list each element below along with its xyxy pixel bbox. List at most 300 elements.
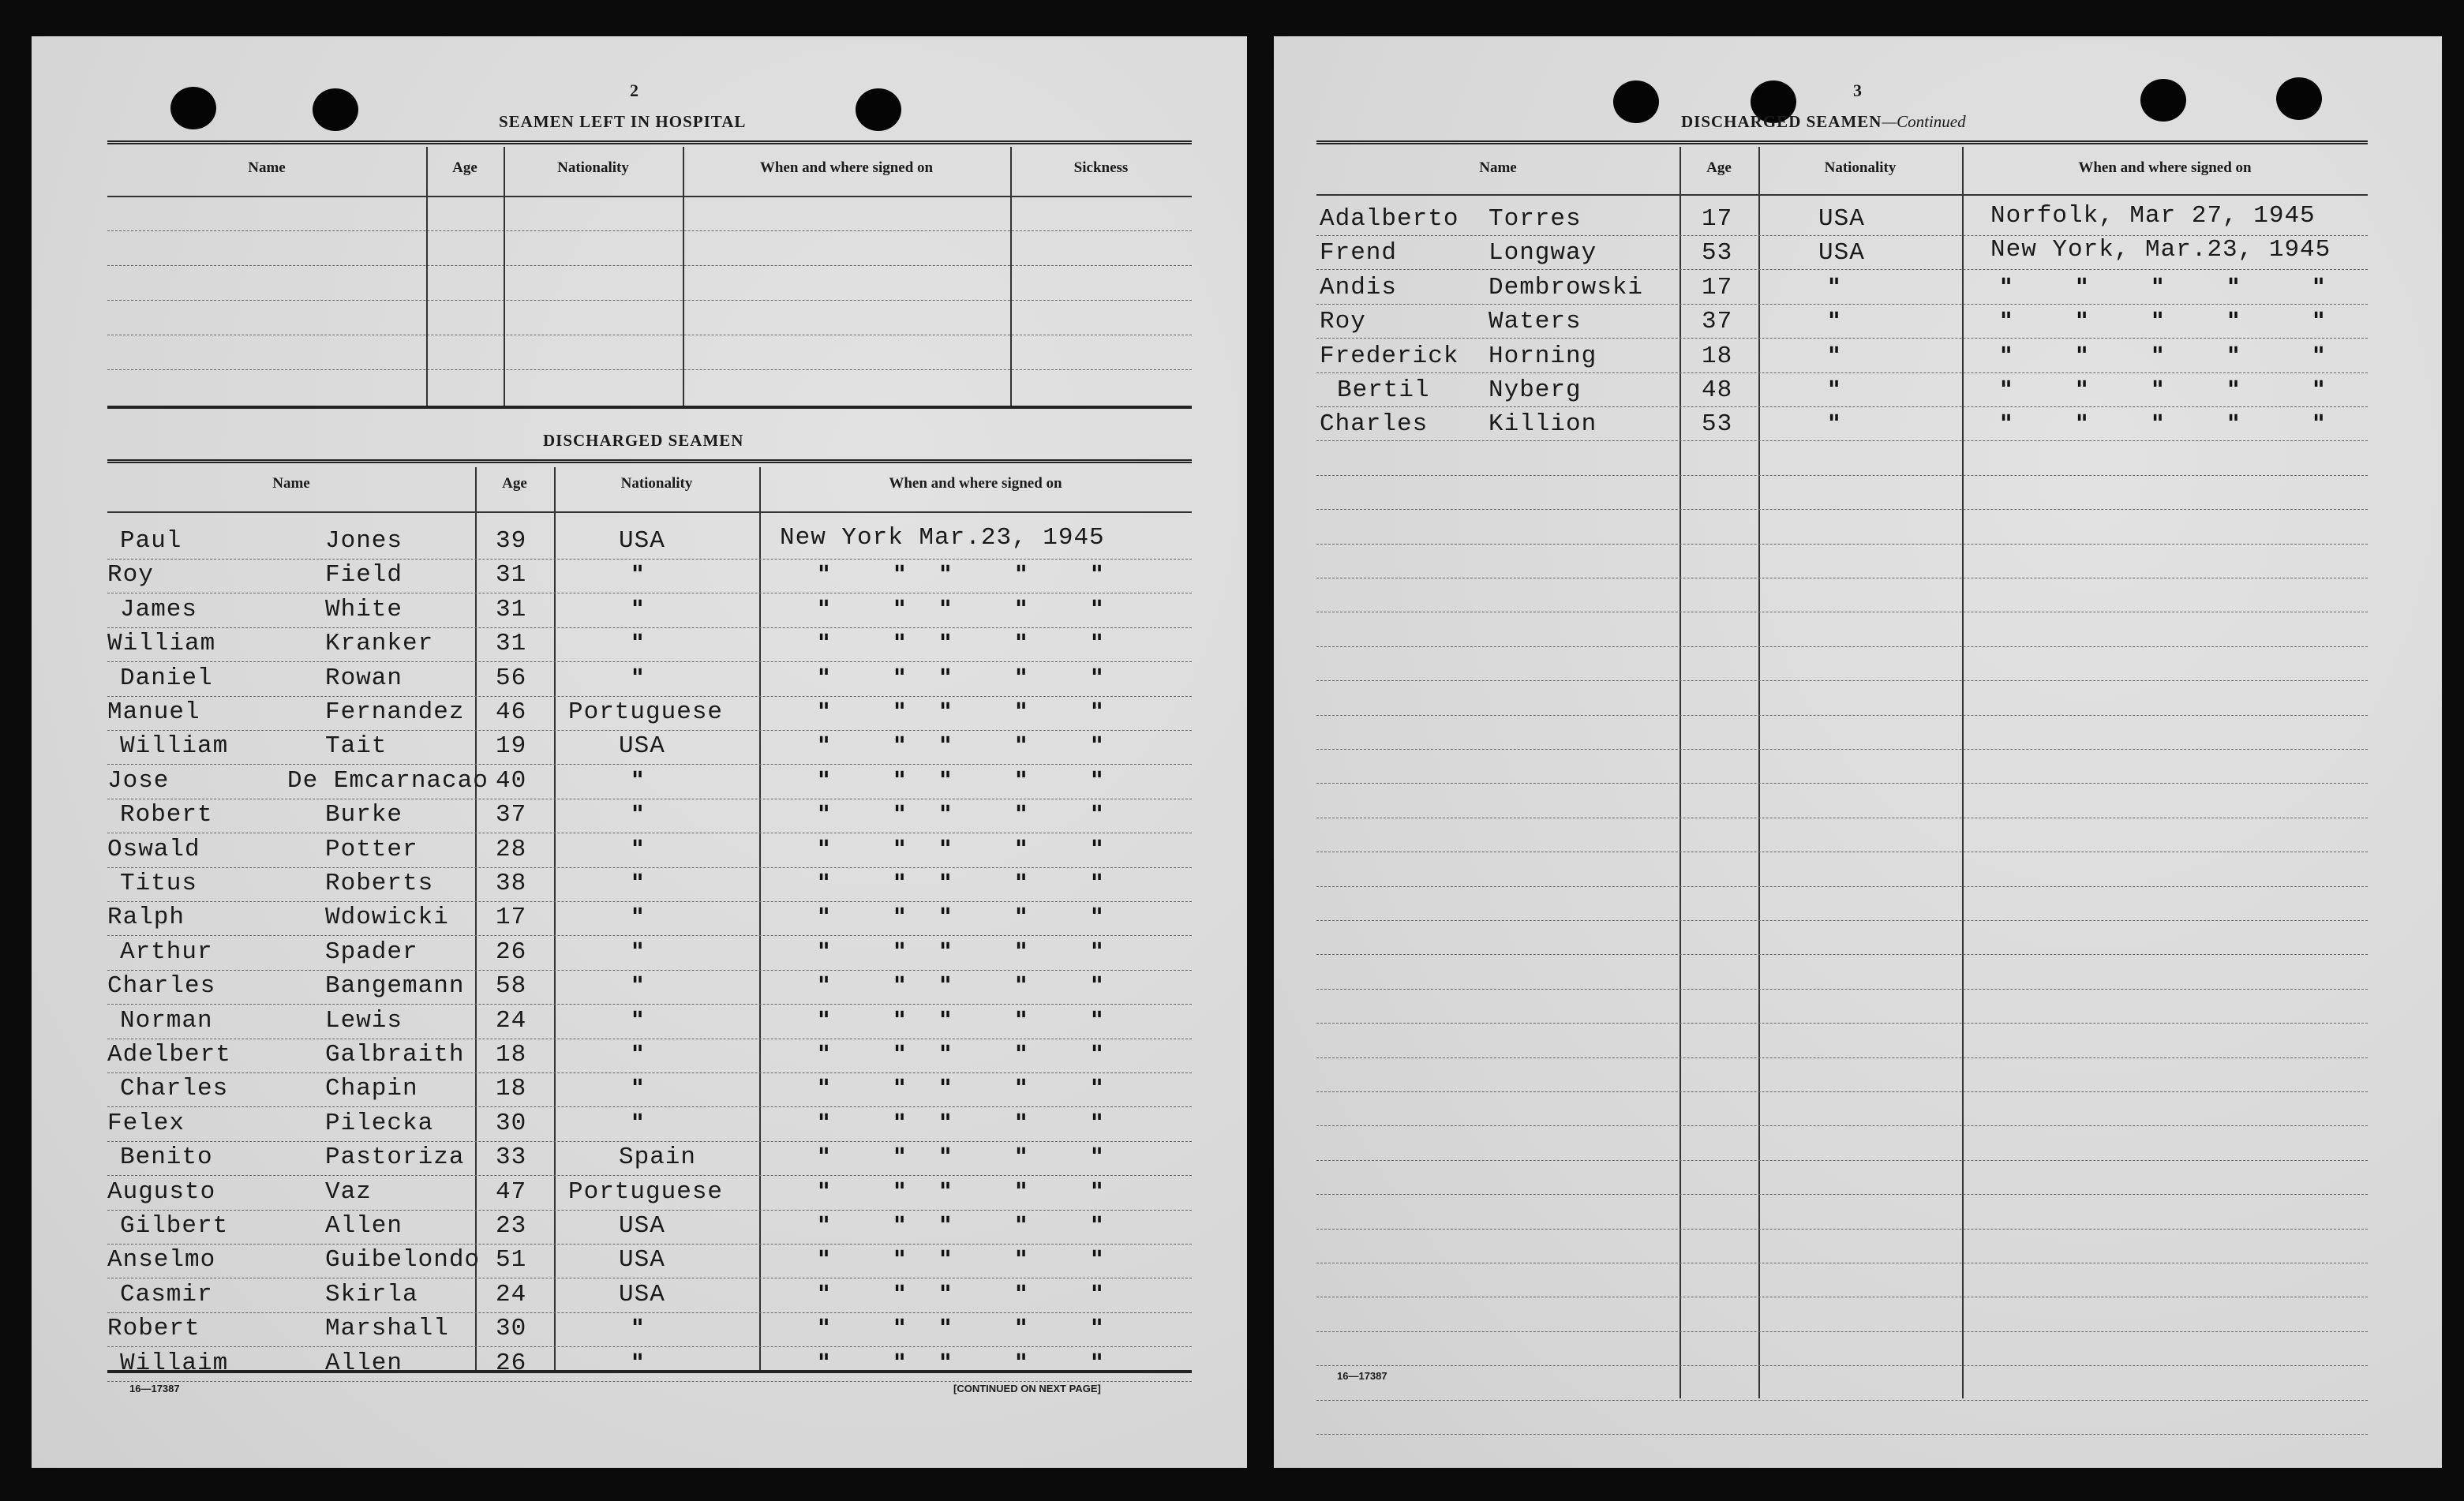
signed-on-ditto: ": [1091, 1178, 1103, 1206]
left-page: [32, 36, 1247, 1468]
discharged-continued-title: [1681, 112, 1966, 132]
signed-on-ditto: ": [1091, 1041, 1103, 1069]
signed-on-ditto: ": [939, 1110, 952, 1137]
signed-on-ditto: ": [939, 836, 952, 863]
seaman-last-name: Rowan: [325, 664, 403, 692]
signed-on-ditto: ": [1015, 870, 1028, 897]
signed-on-ditto: ": [893, 698, 906, 726]
seaman-last-name: Longway: [1489, 239, 1597, 267]
signed-on-ditto: ": [2312, 410, 2325, 438]
table-row-line: [1316, 886, 2368, 887]
seaman-age: 53: [1702, 239, 1733, 267]
table-row-line: [1316, 1091, 2368, 1092]
table-row-line: [1316, 1125, 2368, 1126]
signed-on-ditto: ": [2151, 342, 2164, 370]
table-row-line: [1316, 680, 2368, 681]
table-top-rule: [107, 140, 1192, 146]
seaman-nationality: ": [631, 767, 644, 795]
signed-on-ditto: ": [893, 561, 906, 589]
seaman-first-name: Charles: [107, 972, 216, 1000]
seaman-nationality: ": [631, 596, 644, 623]
seaman-last-name: Potter: [325, 836, 418, 863]
seaman-last-name: Bangemann: [325, 972, 465, 1000]
header-name: Name: [272, 475, 310, 492]
signed-on-ditto: ": [2000, 342, 2013, 370]
seaman-age: 31: [496, 630, 527, 657]
signed-on-ditto: ": [1091, 664, 1103, 692]
signed-on-ditto: ": [1091, 1075, 1103, 1102]
signed-on-ditto: ": [2227, 274, 2240, 301]
signed-on-ditto: ": [1091, 596, 1103, 623]
discharged-section-title: DISCHARGED SEAMEN: [543, 431, 744, 450]
signed-on-ditto: ": [2227, 308, 2240, 335]
signed-on-ditto: ": [1091, 1281, 1103, 1308]
signed-on-ditto: ": [893, 664, 906, 692]
signed-on-ditto: ": [1015, 1110, 1028, 1137]
signed-on-ditto: ": [1091, 1349, 1103, 1377]
seaman-age: 40: [496, 767, 527, 795]
signed-on-ditto: ": [893, 596, 906, 623]
seaman-last-name: Wdowicki: [325, 904, 449, 931]
signed-on-ditto: ": [1015, 801, 1028, 829]
seaman-last-name: Kranker: [325, 630, 434, 657]
signed-on-ditto: ": [1015, 767, 1028, 795]
signed-on-ditto: ": [893, 870, 906, 897]
table-row-line: [107, 627, 1192, 628]
signed-on-ditto: ": [893, 630, 906, 657]
seaman-last-name: Roberts: [325, 870, 434, 897]
table-top-rule: [1316, 140, 2368, 146]
signed-on-ditto: ": [2076, 308, 2088, 335]
seaman-age: 24: [496, 1281, 527, 1308]
seaman-age: 30: [496, 1110, 527, 1137]
header-sickness: Sickness: [1073, 159, 1129, 176]
header-age: Age: [452, 159, 477, 176]
seaman-signed-on: Norfolk, Mar 27, 1945: [1990, 202, 2316, 230]
seaman-nationality: ": [631, 664, 644, 692]
signed-on-ditto: ": [2151, 308, 2164, 335]
table-row-line: [107, 935, 1192, 936]
signed-on-ditto: ": [939, 904, 952, 931]
signed-on-ditto: ": [893, 1041, 906, 1069]
seaman-age: 17: [1702, 205, 1733, 233]
signed-on-ditto: ": [939, 870, 952, 897]
signed-on-ditto: ": [2227, 376, 2240, 404]
signed-on-ditto: ": [1015, 1178, 1028, 1206]
signed-on-ditto: ": [1091, 767, 1103, 795]
signed-on-ditto: ": [2151, 274, 2164, 301]
seaman-age: 18: [496, 1041, 527, 1069]
seaman-first-name: Frend: [1320, 239, 1398, 267]
signed-on-ditto: ": [1015, 938, 1028, 966]
column-divider: [1679, 147, 1681, 1398]
seaman-first-name: Robert: [120, 801, 213, 829]
table-row-line: [1316, 1331, 2368, 1332]
signed-on-ditto: ": [893, 1212, 906, 1240]
form-number: 16—17387: [1337, 1370, 1387, 1382]
table-row-line: [1316, 440, 2368, 441]
signed-on-ditto: ": [818, 1110, 830, 1137]
signed-on-ditto: ": [818, 561, 830, 589]
seaman-nationality: ": [631, 904, 644, 931]
seaman-nationality: USA: [1818, 205, 1865, 233]
column-divider: [554, 467, 556, 1370]
signed-on-ditto: ": [1091, 732, 1103, 760]
table-row-line: [1316, 715, 2368, 716]
seaman-age: 48: [1702, 376, 1733, 404]
signed-on-ditto: ": [1015, 904, 1028, 931]
seaman-last-name: Jones: [325, 527, 403, 555]
seaman-nationality: ": [631, 870, 644, 897]
seaman-first-name: Andis: [1320, 274, 1398, 301]
right-page: [1274, 36, 2442, 1468]
seaman-age: 51: [496, 1246, 527, 1274]
table-row-line: [1316, 406, 2368, 407]
seaman-last-name: Pilecka: [325, 1110, 434, 1137]
seaman-last-name: Nyberg: [1489, 376, 1582, 404]
table-row-line: [1316, 338, 2368, 339]
seaman-age: 56: [496, 664, 527, 692]
signed-on-ditto: ": [939, 1041, 952, 1069]
seaman-first-name: Adalberto: [1320, 205, 1459, 233]
seaman-last-name: White: [325, 596, 403, 623]
seaman-first-name: Casmir: [120, 1281, 213, 1308]
table-bottom-rule: [107, 406, 1192, 409]
table-header-rule: [107, 511, 1192, 513]
signed-on-ditto: ": [893, 1007, 906, 1035]
seaman-age: 39: [496, 527, 527, 555]
seaman-first-name: Titus: [120, 870, 198, 897]
column-divider: [759, 467, 761, 1370]
signed-on-ditto: ": [939, 698, 952, 726]
signed-on-ditto: ": [1091, 1315, 1103, 1342]
signed-on-ditto: ": [1015, 664, 1028, 692]
form-number: 16—17387: [129, 1383, 180, 1394]
header-signed-on: When and where signed on: [759, 159, 934, 176]
signed-on-ditto: ": [939, 1315, 952, 1342]
header-name: Name: [248, 159, 286, 176]
seaman-age: 46: [496, 698, 527, 726]
signed-on-ditto: ": [893, 1178, 906, 1206]
table-row-line: [107, 300, 1192, 301]
column-divider: [1010, 147, 1012, 406]
seaman-age: 47: [496, 1178, 527, 1206]
seaman-nationality: ": [631, 630, 644, 657]
signed-on-ditto: ": [1091, 630, 1103, 657]
seaman-nationality: ": [1828, 342, 1841, 370]
seaman-last-name: Lewis: [325, 1007, 403, 1035]
signed-on-ditto: ": [939, 596, 952, 623]
seaman-age: 37: [1702, 308, 1733, 335]
seaman-first-name: Arthur: [120, 938, 213, 966]
seaman-nationality: Portuguese: [568, 1178, 724, 1206]
seaman-nationality: ": [631, 1110, 644, 1137]
header-nationality: Nationality: [620, 475, 693, 492]
signed-on-ditto: ": [893, 767, 906, 795]
seaman-first-name: Paul: [120, 527, 182, 555]
seaman-first-name: Augusto: [107, 1178, 216, 1206]
table-row-line: [1316, 372, 2368, 373]
header-nationality: Nationality: [1824, 159, 1897, 176]
seaman-signed-on: New York Mar.23, 1945: [780, 524, 1105, 552]
seaman-last-name: Galbraith: [325, 1041, 465, 1069]
title-main: DISCHARGED SEAMEN: [1681, 112, 1882, 131]
punch-hole: [170, 87, 216, 129]
seaman-first-name: Willaim: [120, 1349, 229, 1377]
seaman-first-name: Frederick: [1320, 342, 1459, 370]
signed-on-ditto: ": [1091, 836, 1103, 863]
signed-on-ditto: ": [939, 561, 952, 589]
signed-on-ditto: ": [818, 1075, 830, 1102]
seaman-age: 38: [496, 870, 527, 897]
signed-on-ditto: ": [1091, 870, 1103, 897]
seaman-nationality: ": [631, 1075, 644, 1102]
column-divider: [1758, 147, 1760, 1398]
seaman-nationality: ": [631, 561, 644, 589]
seaman-first-name: Oswald: [107, 836, 200, 863]
signed-on-ditto: ": [939, 1349, 952, 1377]
signed-on-ditto: ": [1015, 1315, 1028, 1342]
seaman-last-name: Killion: [1489, 410, 1597, 438]
seaman-last-name: De Emcarnacao: [287, 767, 489, 795]
table-row-line: [107, 1106, 1192, 1107]
seaman-last-name: Pastoriza: [325, 1144, 465, 1171]
seaman-age: 31: [496, 561, 527, 589]
seaman-first-name: Daniel: [120, 664, 213, 692]
table-row-line: [107, 369, 1192, 370]
signed-on-ditto: ": [893, 904, 906, 931]
signed-on-ditto: ": [1015, 698, 1028, 726]
signed-on-ditto: ": [1015, 1041, 1028, 1069]
seaman-age: 30: [496, 1315, 527, 1342]
signed-on-ditto: ": [818, 972, 830, 1000]
seaman-nationality: ": [631, 1349, 644, 1377]
table-row-line: [1316, 1160, 2368, 1161]
seaman-last-name: Allen: [325, 1349, 403, 1377]
table-bottom-rule: [107, 1370, 1192, 1373]
hospital-section-title: SEAMEN LEFT IN HOSPITAL: [499, 112, 747, 131]
signed-on-ditto: ": [893, 1110, 906, 1137]
seaman-last-name: Burke: [325, 801, 403, 829]
signed-on-ditto: ": [1091, 1212, 1103, 1240]
signed-on-ditto: ": [1091, 938, 1103, 966]
table-row-line: [1316, 920, 2368, 921]
seaman-first-name: Gilbert: [120, 1212, 229, 1240]
table-row-line: [107, 559, 1192, 560]
column-divider: [504, 147, 505, 406]
seaman-age: 26: [496, 938, 527, 966]
seaman-age: 26: [496, 1349, 527, 1377]
seaman-last-name: Field: [325, 561, 403, 589]
signed-on-ditto: ": [818, 801, 830, 829]
seaman-last-name: Chapin: [325, 1075, 418, 1102]
signed-on-ditto: ": [818, 938, 830, 966]
table-row-line: [1316, 1023, 2368, 1024]
seaman-age: 33: [496, 1144, 527, 1171]
seaman-nationality: USA: [619, 527, 665, 555]
seaman-nationality: ": [1828, 410, 1841, 438]
seaman-last-name: Waters: [1489, 308, 1582, 335]
signed-on-ditto: ": [818, 596, 830, 623]
signed-on-ditto: ": [1091, 801, 1103, 829]
signed-on-ditto: ": [939, 1281, 952, 1308]
continued-note: [CONTINUED ON NEXT PAGE]: [953, 1383, 1101, 1394]
signed-on-ditto: ": [939, 1075, 952, 1102]
signed-on-ditto: ": [2000, 308, 2013, 335]
seaman-nationality: Portuguese: [568, 698, 724, 726]
seaman-nationality: USA: [619, 1281, 665, 1308]
seaman-nationality: ": [631, 836, 644, 863]
signed-on-ditto: ": [939, 1246, 952, 1274]
seaman-nationality: ": [631, 1041, 644, 1069]
header-signed-on: When and where signed on: [2078, 159, 2252, 176]
signed-on-ditto: ": [1015, 1075, 1028, 1102]
table-row-line: [1316, 1229, 2368, 1230]
seaman-first-name: Roy: [107, 561, 154, 589]
signed-on-ditto: ": [818, 1315, 830, 1342]
signed-on-ditto: ": [2076, 274, 2088, 301]
header-age: Age: [1706, 159, 1732, 176]
seaman-first-name: William: [120, 732, 229, 760]
table-row-line: [107, 1141, 1192, 1142]
signed-on-ditto: ": [2000, 410, 2013, 438]
signed-on-ditto: ": [2151, 376, 2164, 404]
signed-on-ditto: ": [893, 1075, 906, 1102]
punch-hole: [1613, 80, 1659, 123]
seaman-first-name: Ralph: [107, 904, 185, 931]
signed-on-ditto: ": [893, 1315, 906, 1342]
table-row-line: [107, 265, 1192, 266]
seaman-nationality: Spain: [619, 1144, 697, 1171]
seaman-age: 53: [1702, 410, 1733, 438]
seaman-first-name: Charles: [1320, 410, 1429, 438]
seaman-nationality: USA: [619, 1212, 665, 1240]
punch-hole: [2276, 77, 2322, 120]
table-row-line: [1316, 749, 2368, 750]
seaman-nationality: ": [1828, 376, 1841, 404]
seaman-last-name: Tait: [325, 732, 388, 760]
seaman-nationality: ": [631, 1315, 644, 1342]
table-row-line: [1316, 1194, 2368, 1195]
signed-on-ditto: ": [2000, 274, 2013, 301]
signed-on-ditto: ": [1015, 630, 1028, 657]
signed-on-ditto: ": [1091, 904, 1103, 931]
seaman-last-name: Horning: [1489, 342, 1597, 370]
signed-on-ditto: ": [2312, 342, 2325, 370]
signed-on-ditto: ": [939, 732, 952, 760]
page-number: 3: [1853, 80, 1862, 100]
seaman-last-name: Allen: [325, 1212, 403, 1240]
signed-on-ditto: ": [1015, 596, 1028, 623]
table-row-line: [107, 1175, 1192, 1176]
seaman-first-name: Robert: [107, 1315, 200, 1342]
signed-on-ditto: ": [893, 732, 906, 760]
signed-on-ditto: ": [1091, 1246, 1103, 1274]
table-row-line: [107, 1072, 1192, 1073]
seaman-age: 23: [496, 1212, 527, 1240]
signed-on-ditto: ": [1091, 972, 1103, 1000]
signed-on-ditto: ": [939, 1212, 952, 1240]
signed-on-ditto: ": [818, 664, 830, 692]
signed-on-ditto: ": [939, 664, 952, 692]
signed-on-ditto: ": [893, 938, 906, 966]
column-divider: [475, 467, 477, 1370]
punch-hole: [2140, 79, 2186, 122]
seaman-nationality: ": [1828, 308, 1841, 335]
table-row-line: [1316, 544, 2368, 545]
seaman-first-name: Manuel: [107, 698, 200, 726]
table-header-rule: [107, 196, 1192, 197]
seaman-first-name: Adelbert: [107, 1041, 231, 1069]
signed-on-ditto: ": [2227, 410, 2240, 438]
seaman-age: 58: [496, 972, 527, 1000]
header-name: Name: [1479, 159, 1517, 176]
table-top-rule: [107, 459, 1192, 465]
signed-on-ditto: ": [939, 801, 952, 829]
seaman-age: 17: [496, 904, 527, 931]
signed-on-ditto: ": [818, 1281, 830, 1308]
seaman-last-name: Marshall: [325, 1315, 449, 1342]
signed-on-ditto: ": [2312, 376, 2325, 404]
seaman-age: 28: [496, 836, 527, 863]
seaman-nationality: ": [1828, 274, 1841, 301]
table-row-line: [1316, 989, 2368, 990]
signed-on-ditto: ": [893, 836, 906, 863]
signed-on-ditto: ": [939, 630, 952, 657]
table-row-line: [1316, 269, 2368, 270]
seaman-nationality: ": [631, 801, 644, 829]
table-row-line: [107, 1244, 1192, 1245]
seaman-nationality: ": [631, 938, 644, 966]
seaman-age: 31: [496, 596, 527, 623]
seaman-first-name: Bertil: [1337, 376, 1430, 404]
table-row-line: [1316, 783, 2368, 784]
signed-on-ditto: ": [818, 1349, 830, 1377]
header-age: Age: [502, 475, 527, 492]
table-row-line: [1316, 646, 2368, 647]
signed-on-ditto: ": [2312, 308, 2325, 335]
seaman-first-name: Norman: [120, 1007, 213, 1035]
signed-on-ditto: ": [939, 938, 952, 966]
seaman-first-name: James: [120, 596, 198, 623]
signed-on-ditto: ": [2151, 410, 2164, 438]
signed-on-ditto: ": [939, 1178, 952, 1206]
punch-hole: [313, 88, 358, 131]
seaman-signed-on: New York, Mar.23, 1945: [1990, 236, 2331, 264]
table-header-rule: [1316, 194, 2368, 196]
column-divider: [426, 147, 428, 406]
signed-on-ditto: ": [1015, 1246, 1028, 1274]
seaman-last-name: Dembrowski: [1489, 274, 1644, 301]
seaman-nationality: ": [631, 1007, 644, 1035]
signed-on-ditto: ": [818, 870, 830, 897]
table-row-line: [107, 1004, 1192, 1005]
signed-on-ditto: ": [893, 801, 906, 829]
seaman-first-name: Roy: [1320, 308, 1366, 335]
table-row-line: [1316, 1400, 2368, 1401]
header-nationality: Nationality: [557, 159, 629, 176]
seaman-last-name: Vaz: [325, 1178, 372, 1206]
signed-on-ditto: ": [818, 836, 830, 863]
signed-on-ditto: ": [818, 767, 830, 795]
table-row-line: [1316, 954, 2368, 955]
signed-on-ditto: ": [893, 1144, 906, 1171]
seaman-last-name: Spader: [325, 938, 418, 966]
table-row-line: [1316, 1057, 2368, 1058]
seaman-last-name: Torres: [1489, 205, 1582, 233]
signed-on-ditto: ": [1015, 732, 1028, 760]
signed-on-ditto: ": [1015, 972, 1028, 1000]
